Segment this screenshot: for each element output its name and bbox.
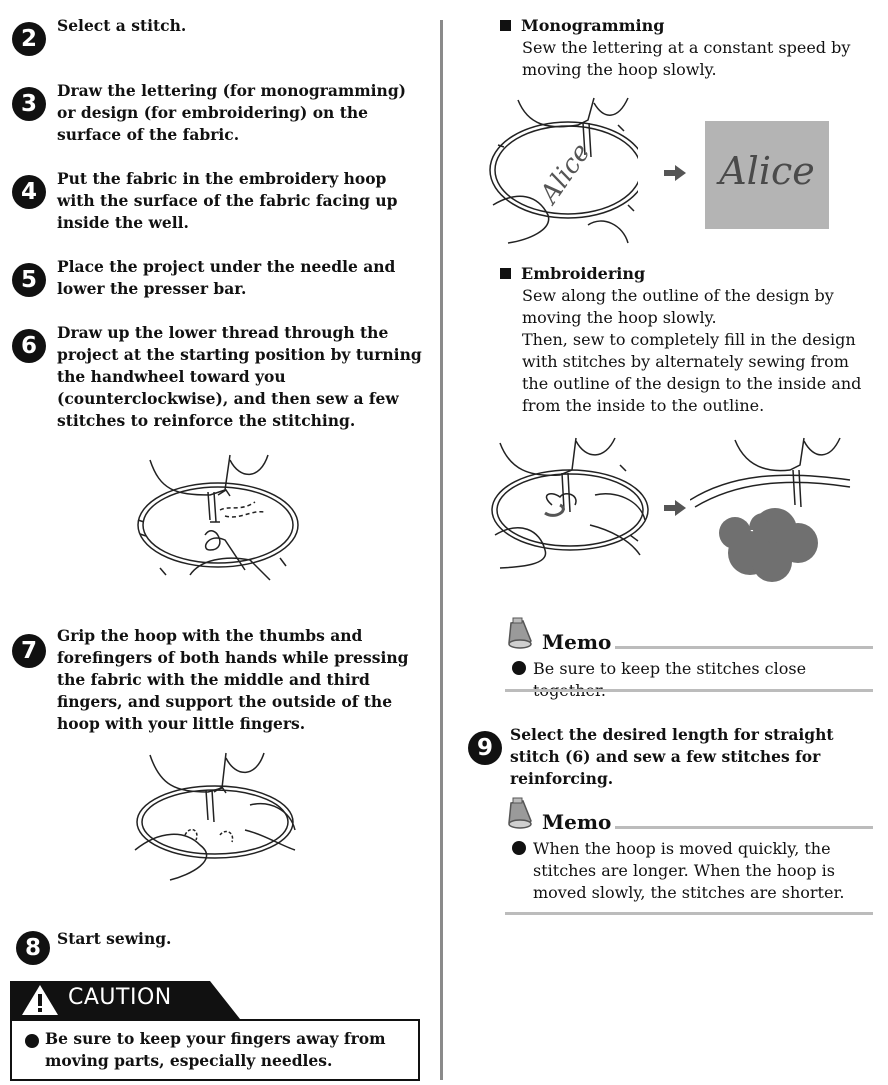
- memo-1-bullet: [512, 661, 526, 675]
- step-8-text: Start sewing.: [57, 929, 172, 948]
- square-bullet-icon: [500, 20, 511, 31]
- arrow-right-icon: [664, 165, 686, 181]
- memo-1-title: Memo: [542, 630, 612, 654]
- svg-text:Alice: Alice: [534, 138, 597, 209]
- monogramming-body: Sew the lettering at a constant speed by moving the hoop slowly.: [522, 38, 851, 79]
- grip-hoop-illustration: [130, 750, 300, 890]
- step-9-number: 9: [468, 731, 502, 765]
- memo-1-header-rule: [615, 646, 873, 649]
- memo-bell-icon: [503, 797, 537, 831]
- step-8-number: 8: [16, 931, 50, 965]
- caution-title: CAUTION: [68, 985, 172, 1010]
- monogram-result-swatch: [705, 121, 829, 229]
- memo-2-title: Memo: [542, 810, 612, 834]
- memo-2-bottom-rule: [505, 912, 873, 915]
- step-5-text: Place the project under the needle and lower the presser bar.: [57, 257, 396, 298]
- step-4-number: 4: [12, 175, 46, 209]
- column-divider: [440, 20, 443, 1080]
- memo-bell-icon: [503, 617, 537, 651]
- monogram-sewing-illustration: [488, 95, 638, 245]
- embroidering-body-1: Sew along the outline of the design by moving the hoop slowly.: [522, 286, 834, 327]
- arrow-right-icon: [664, 500, 686, 516]
- step-6-number: 6: [12, 329, 46, 363]
- embroidering-heading: Embroidering: [500, 263, 645, 285]
- memo-2-header-rule: [615, 826, 873, 829]
- square-bullet-icon: [500, 268, 511, 279]
- start-stitch-illustration: [130, 450, 305, 590]
- embroider-result-illustration: [690, 435, 855, 585]
- step-4-text: Put the fabric in the embroidery hoop with the surface of the fabric facing up inside the well.: [57, 169, 398, 232]
- step-6-text: Draw up the lower thread through the project at the starting position by turning the handwheel toward you (counterclockwise), and then sew a few stitches to reinforce the stitching.: [57, 323, 422, 430]
- memo-1-bottom-rule: [505, 689, 873, 692]
- step-9-text: Select the desired length for straight stitch (6) and sew a few stitches for reinforcing.: [510, 725, 834, 788]
- caution-bullet: [25, 1034, 39, 1048]
- embroidering-body-2: Then, sew to completely fill in the design with stitches by alternately sewing from the outline of the design to the inside and from the inside to the outline.: [522, 330, 862, 415]
- step-7-text: Grip the hoop with the thumbs and forefingers of both hands while pressing the fabric with the middle and third fingers, and support the outside of the hoop with your little fingers.: [57, 626, 409, 733]
- memo-2-bullet: [512, 841, 526, 855]
- step-5-number: 5: [12, 263, 46, 297]
- step-3-number: 3: [12, 87, 46, 121]
- memo-2-text: When the hoop is moved quickly, the stitches are longer. When the hoop is moved slowly, the stitches are shorter.: [533, 839, 845, 902]
- step-2-text: Select a stitch.: [57, 16, 187, 35]
- step-7-number: 7: [12, 634, 46, 668]
- monogram-result-text: Alice: [719, 149, 815, 193]
- step-3-text: Draw the lettering (for monogramming) or design (for embroidering) on the surface of the fabric.: [57, 81, 406, 144]
- monogramming-heading: Monogramming: [500, 15, 664, 37]
- caution-text: Be sure to keep your fingers away from moving parts, especially needles.: [45, 1029, 386, 1070]
- step-2-number: 2: [12, 22, 46, 56]
- memo-1-text: Be sure to keep the stitches close: [533, 659, 807, 678]
- warning-triangle-icon: [20, 983, 60, 1017]
- embroider-sewing-illustration: [490, 435, 650, 570]
